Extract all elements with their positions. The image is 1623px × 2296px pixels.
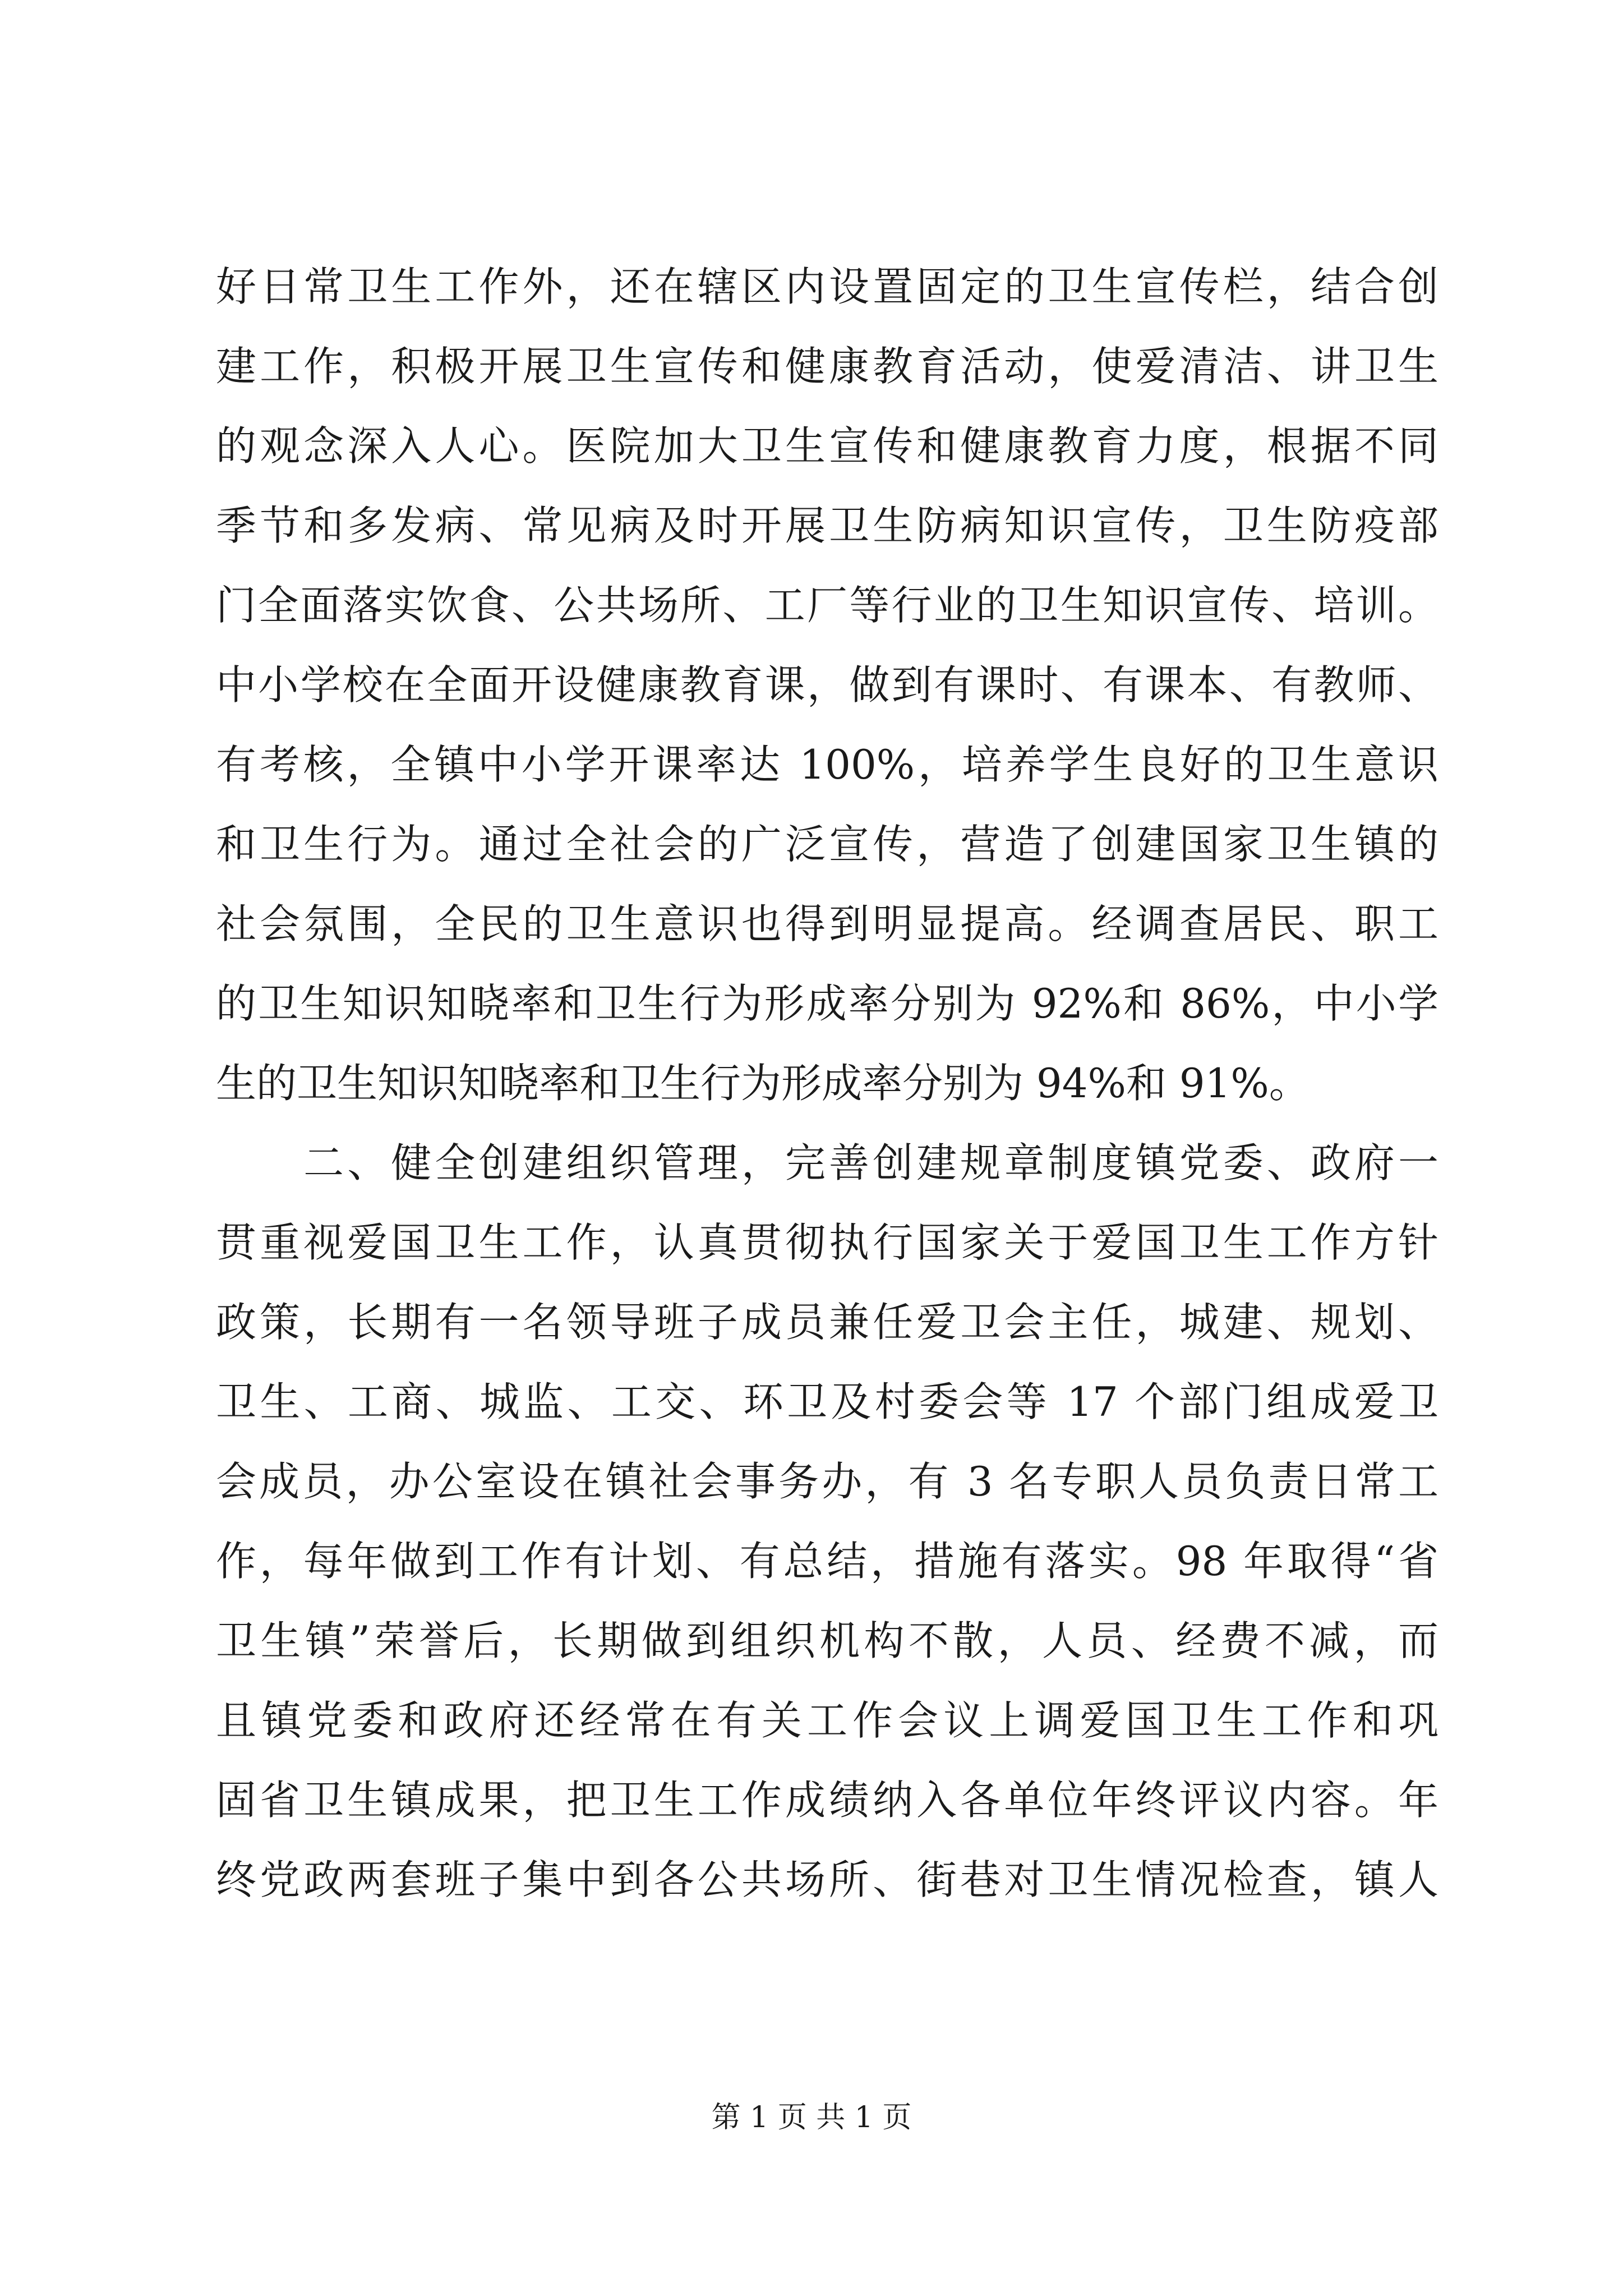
text-line-21: 终党政两套班子集中到各公共场所、街巷对卫生情况检查，镇人 — [216, 1856, 1438, 1903]
text-line-3: 的观念深入人心。医院加大卫生宣传和健康教育力度，根据不同 — [216, 422, 1438, 470]
text-line-12: 二、健全创建组织管理，完善创建规章制度镇党委、政府一 — [216, 1139, 1438, 1186]
text-line-18: 卫生镇”荣誉后，长期做到组织机构不散，人员、经费不减，而 — [216, 1617, 1438, 1664]
text-line-2: 建工作，积极开展卫生宣传和健康教育活动，使爱清洁、讲卫生 — [216, 343, 1438, 390]
text-line-6: 中小学校在全面开设健康教育课，做到有课时、有课本、有教师、 — [216, 661, 1438, 708]
text-line-20: 固省卫生镇成果，把卫生工作成绩纳入各单位年终评议内容。年 — [216, 1777, 1438, 1824]
body-text — [216, 247, 1438, 1920]
text-line-19: 且镇党委和政府还经常在有关工作会议上调爱国卫生工作和巩 — [216, 1697, 1438, 1744]
page-footer: 第 1 页 共 1 页 — [711, 2101, 912, 2134]
text-line-8: 和卫生行为。通过全社会的广泛宣传，营造了创建国家卫生镇的 — [216, 821, 1438, 868]
text-line-15: 卫生、工商、城监、工交、环卫及村委会等 17 个部门组成爱卫 — [216, 1378, 1438, 1425]
text-line-10: 的卫生知识知晓率和卫生行为形成率分别为 92%和 86%，中小学 — [216, 980, 1438, 1027]
text-line-1: 好日常卫生工作外，还在辖区内设置固定的卫生宣传栏，结合创 — [216, 263, 1438, 310]
text-line-17: 作，每年做到工作有计划、有总结，措施有落实。98 年取得“省 — [216, 1538, 1438, 1585]
text-line-5: 门全面落实饮食、公共场所、工厂等行业的卫生知识宣传、培训。 — [216, 582, 1438, 629]
text-line-11: 生的卫生知识知晓率和卫生行为形成率分别为 94%和 91%。 — [216, 1060, 1310, 1107]
text-line-13: 贯重视爱国卫生工作，认真贯彻执行国家关于爱国卫生工作方针 — [216, 1219, 1438, 1266]
text-line-4: 季节和多发病、常见病及时开展卫生防病知识宣传，卫生防疫部 — [216, 502, 1438, 549]
text-line-7: 有考核，全镇中小学开课率达 100%，培养学生良好的卫生意识 — [216, 741, 1438, 788]
text-line-9: 社会氛围，全民的卫生意识也得到明显提高。经调查居民、职工 — [216, 900, 1438, 947]
text-line-14: 政策，长期有一名领导班子成员兼任爱卫会主任，城建、规划、 — [216, 1299, 1438, 1346]
text-line-16: 会成员，办公室设在镇社会事务办，有 3 名专职人员负责日常工 — [216, 1458, 1438, 1505]
